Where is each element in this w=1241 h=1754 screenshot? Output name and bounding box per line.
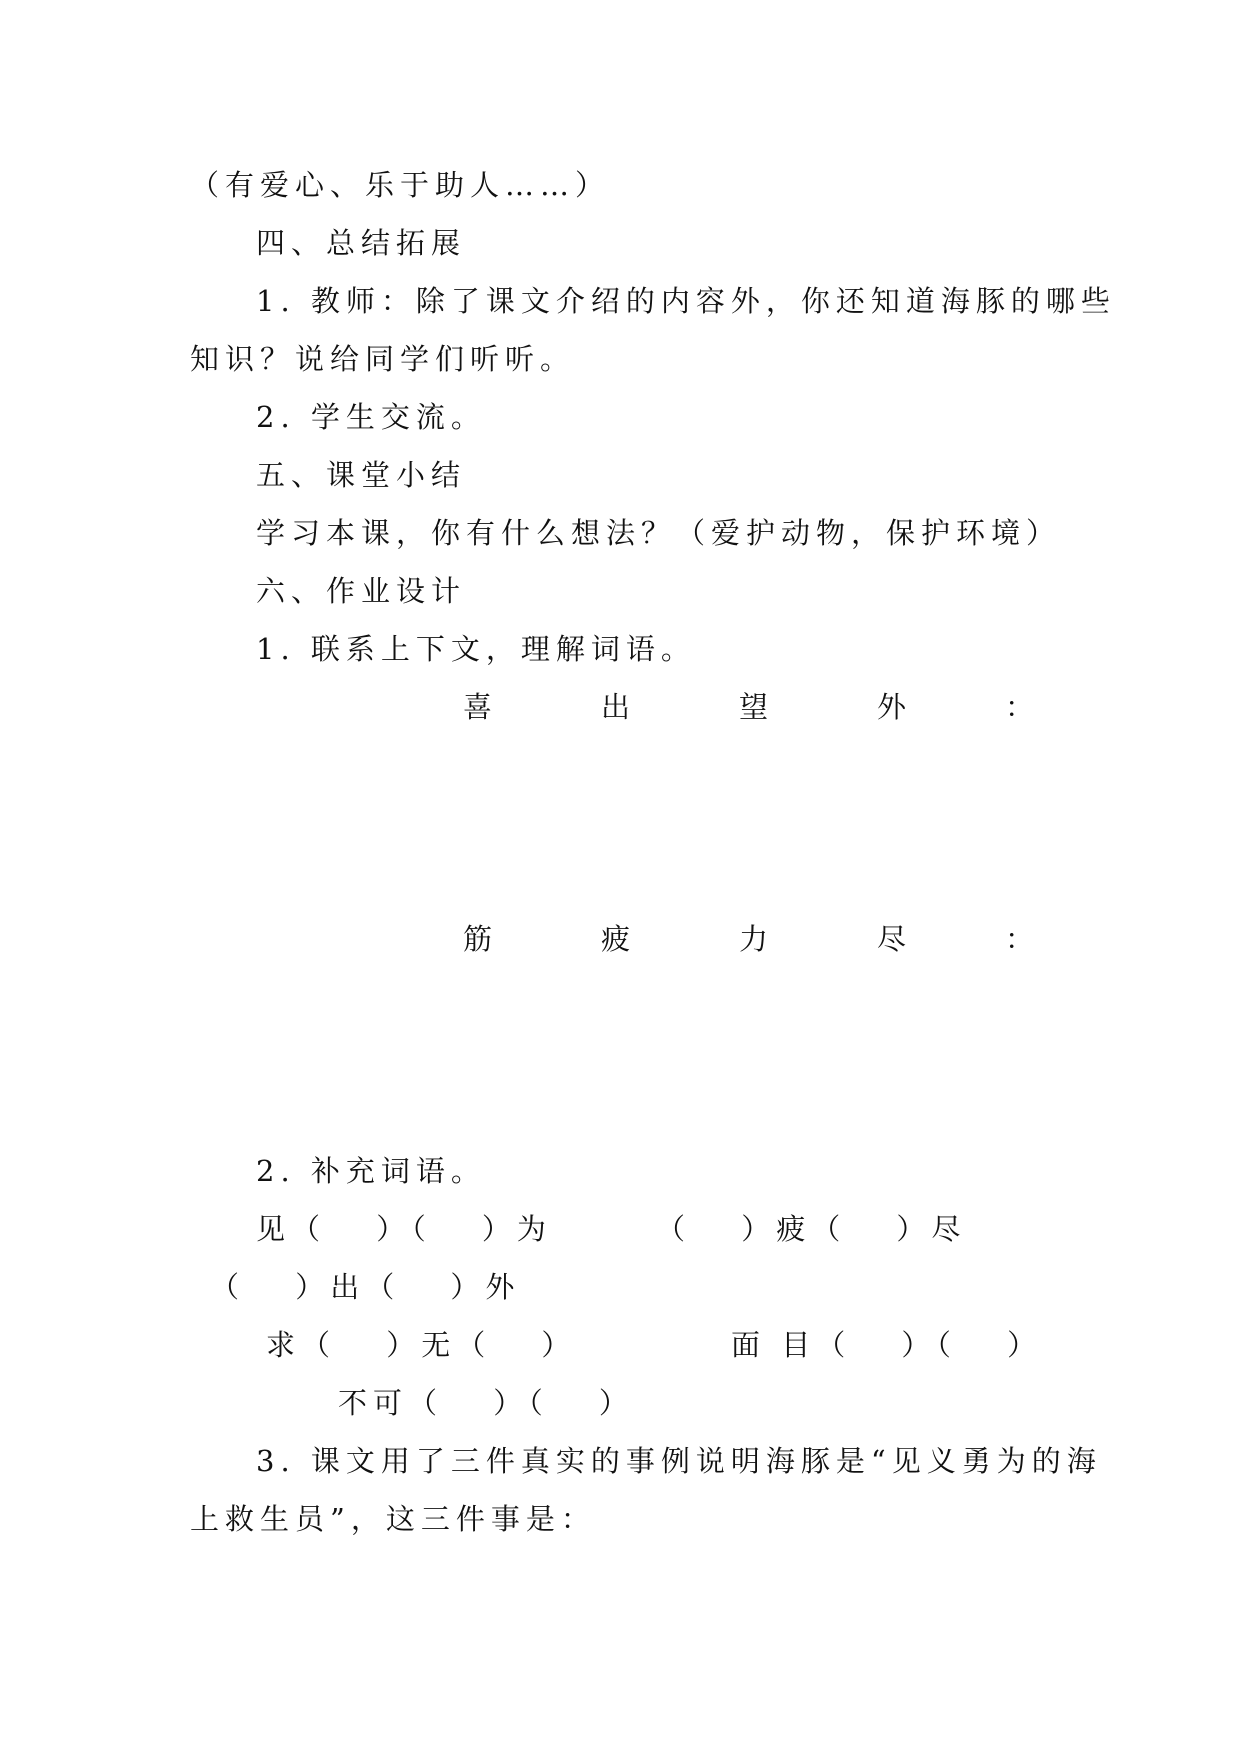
idiom-char: 出 — [601, 690, 631, 724]
text-line: 1. 教师：除了课文介绍的内容外，你还知道海豚的哪些 — [256, 284, 1116, 318]
text-line: 2. 补充词语。 — [256, 1154, 486, 1188]
fill-blank-item: （ ）疲（ ）尽 — [656, 1212, 967, 1246]
idiom-colon: ： — [1005, 922, 1035, 956]
idiom-char: 力 — [739, 922, 769, 956]
idiom-char: 望 — [739, 690, 769, 724]
idiom-char: 尽 — [877, 922, 907, 956]
section-heading: 五、课堂小结 — [256, 458, 467, 492]
text-line: 上救生员”，这三件事是： — [190, 1502, 596, 1536]
idiom-char: 喜 — [463, 690, 493, 724]
text-line: 1. 联系上下文，理解词语。 — [256, 632, 696, 666]
text-line: （有爱心、乐于助人……） — [190, 168, 611, 202]
fill-blank-item: 见（ ）（ ）为 — [256, 1212, 552, 1246]
idiom-char: 疲 — [601, 922, 631, 956]
fill-blank-item: 不可（ ）（ ） — [338, 1386, 634, 1420]
text-line: 学习本课，你有什么想法？（爱护动物，保护环境） — [256, 516, 1062, 550]
idiom-char: 外 — [877, 690, 907, 724]
fill-blank-item: 求（ ）无（ ） — [266, 1328, 577, 1362]
text-line: 3. 课文用了三件真实的事例说明海豚是“见义勇为的海 — [256, 1444, 1102, 1478]
fill-blank-item: （ ）出（ ）外 — [210, 1270, 521, 1304]
fill-blank-item: 面 目（ ）（ ） — [731, 1328, 1043, 1362]
idiom-char: 筋 — [463, 922, 493, 956]
text-line: 2. 学生交流。 — [256, 400, 486, 434]
section-heading: 四、总结拓展 — [256, 226, 467, 260]
text-line: 知识？说给同学们听听。 — [190, 342, 576, 376]
section-heading: 六、作业设计 — [256, 574, 467, 608]
idiom-colon: ： — [1005, 690, 1035, 724]
